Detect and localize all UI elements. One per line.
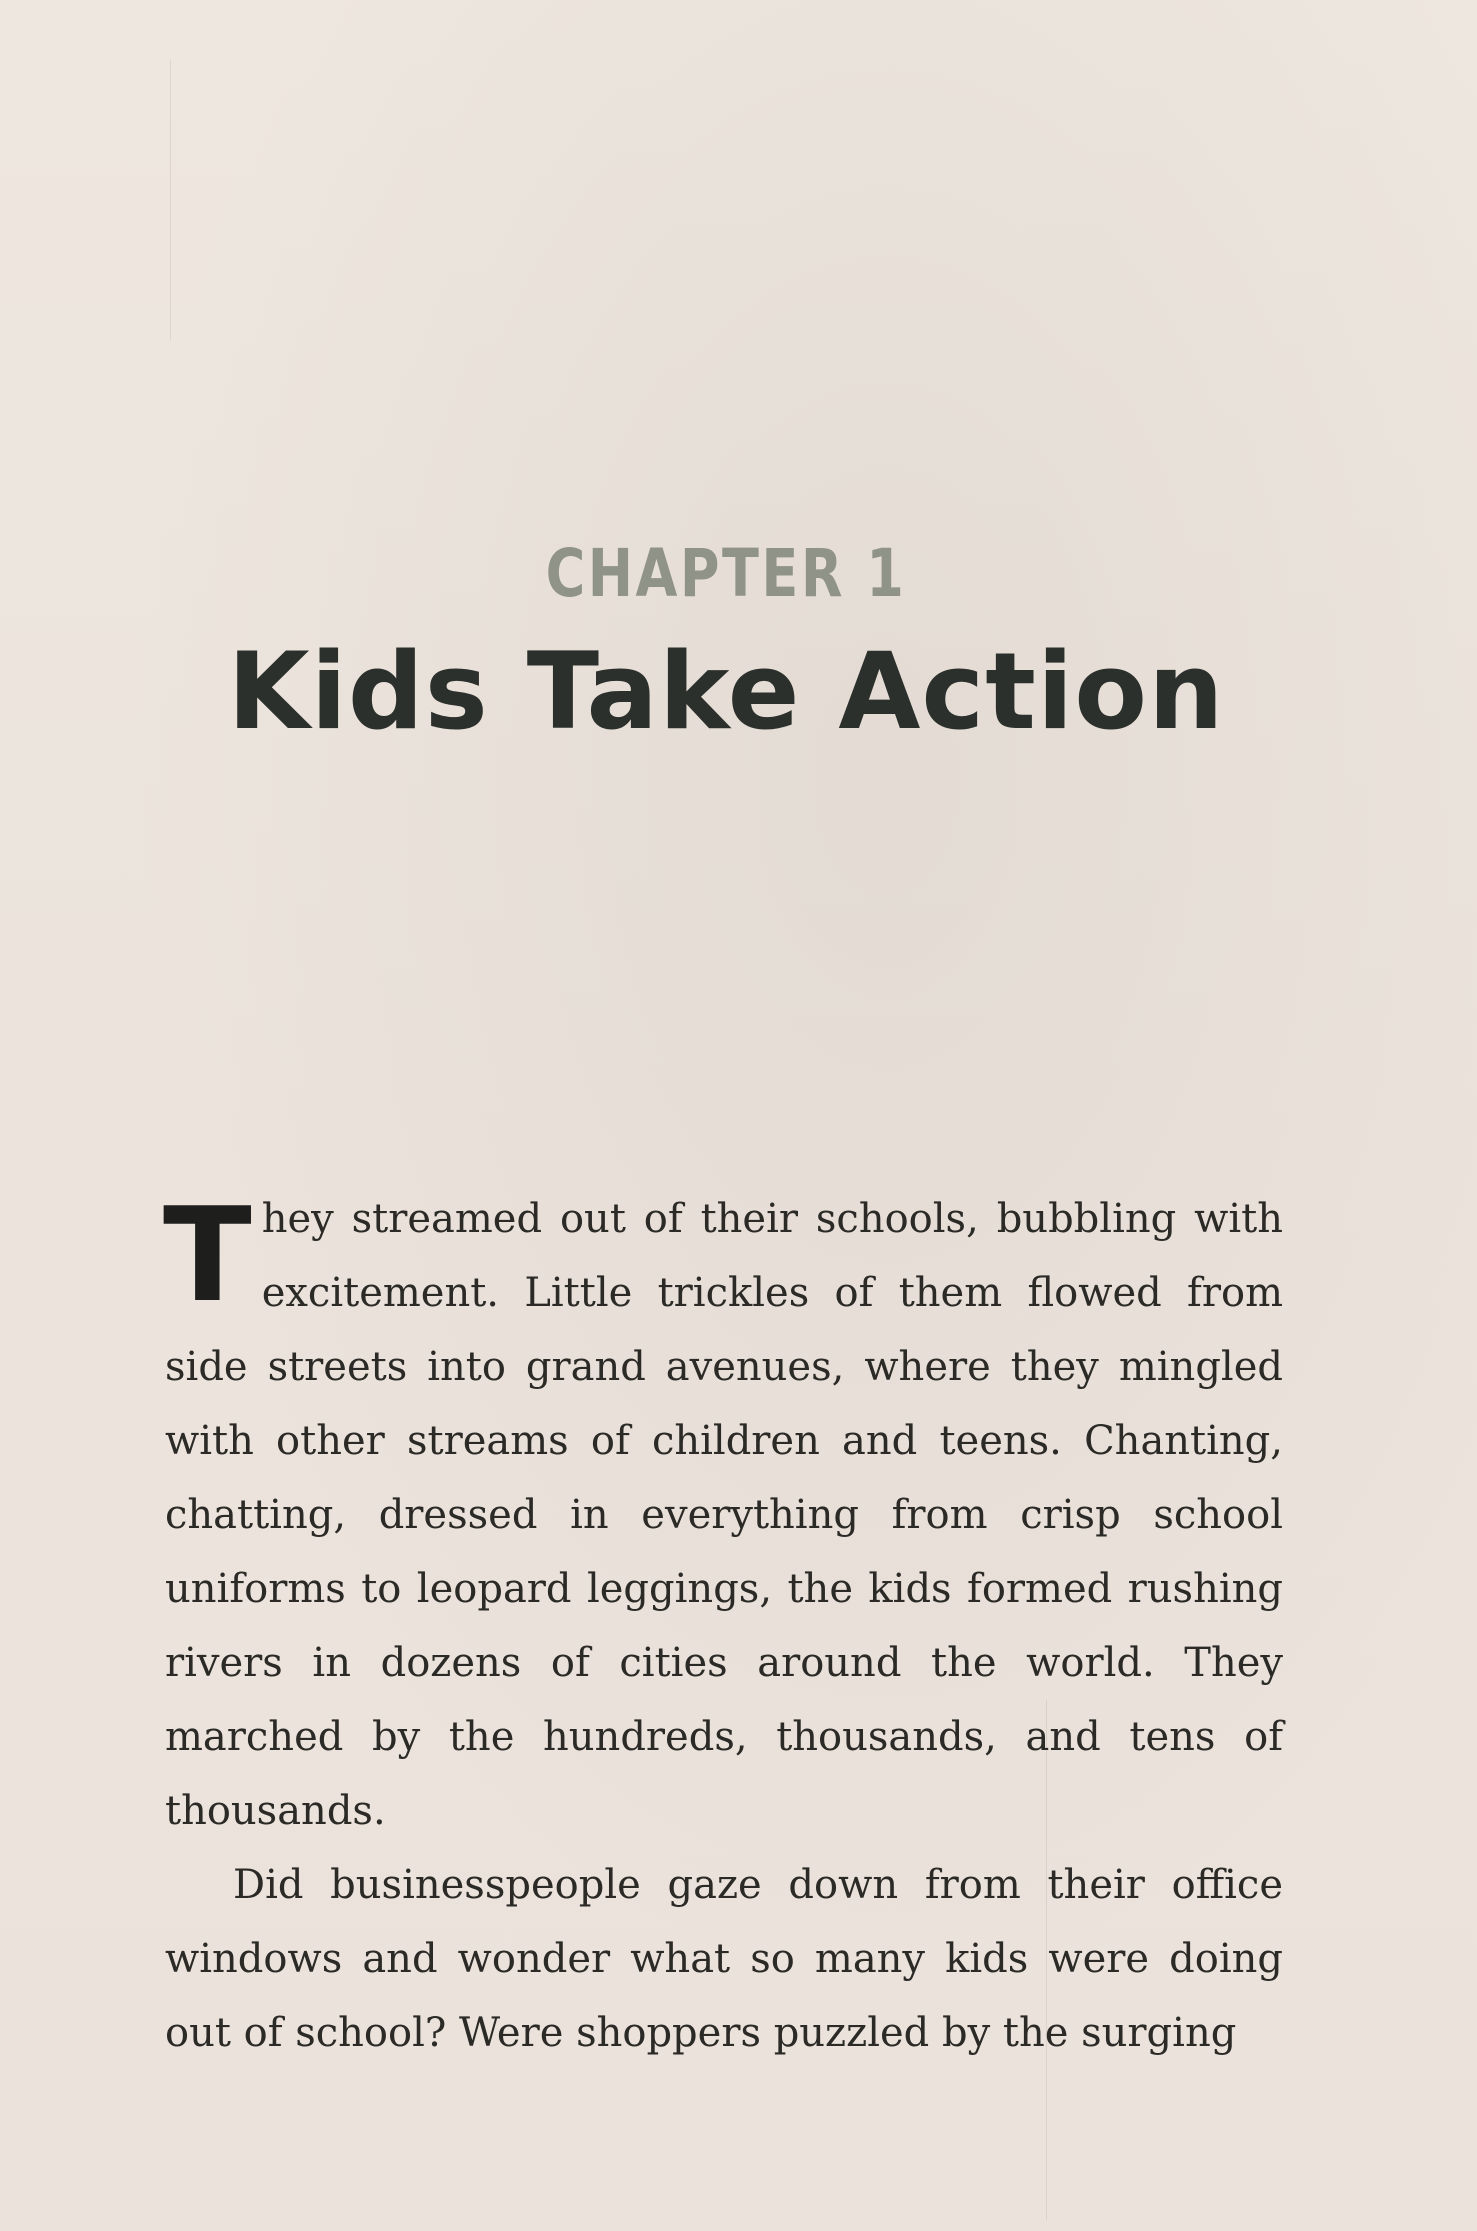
- drop-cap: T: [163, 1179, 252, 1331]
- body-text: [163, 1179, 1283, 2070]
- paragraph-1-text: hey streamed out of their schools, bubbling with excitement. Little trickles of them flowed from side streets into grand avenues, where they mingled with other streams of children and teens. Chanting, chatting, dressed in everything from crisp school uniforms to leopard leggings, the kids formed rushing rivers in dozens of cities around the world. They marched by the hundreds, thousands, and tens of thousands.: [165, 1196, 1283, 1834]
- scan-artifact: [170, 60, 171, 340]
- paragraph-1: [163, 1179, 1283, 1848]
- chapter-title: Kids Take Action: [227, 630, 1225, 753]
- paragraph-2: Did businesspeople gaze down from their office windows and wonder what so many kids were doing out of school? Were shoppers puzzled by the surging: [165, 1862, 1283, 2056]
- chapter-label: CHAPTER 1: [545, 535, 907, 612]
